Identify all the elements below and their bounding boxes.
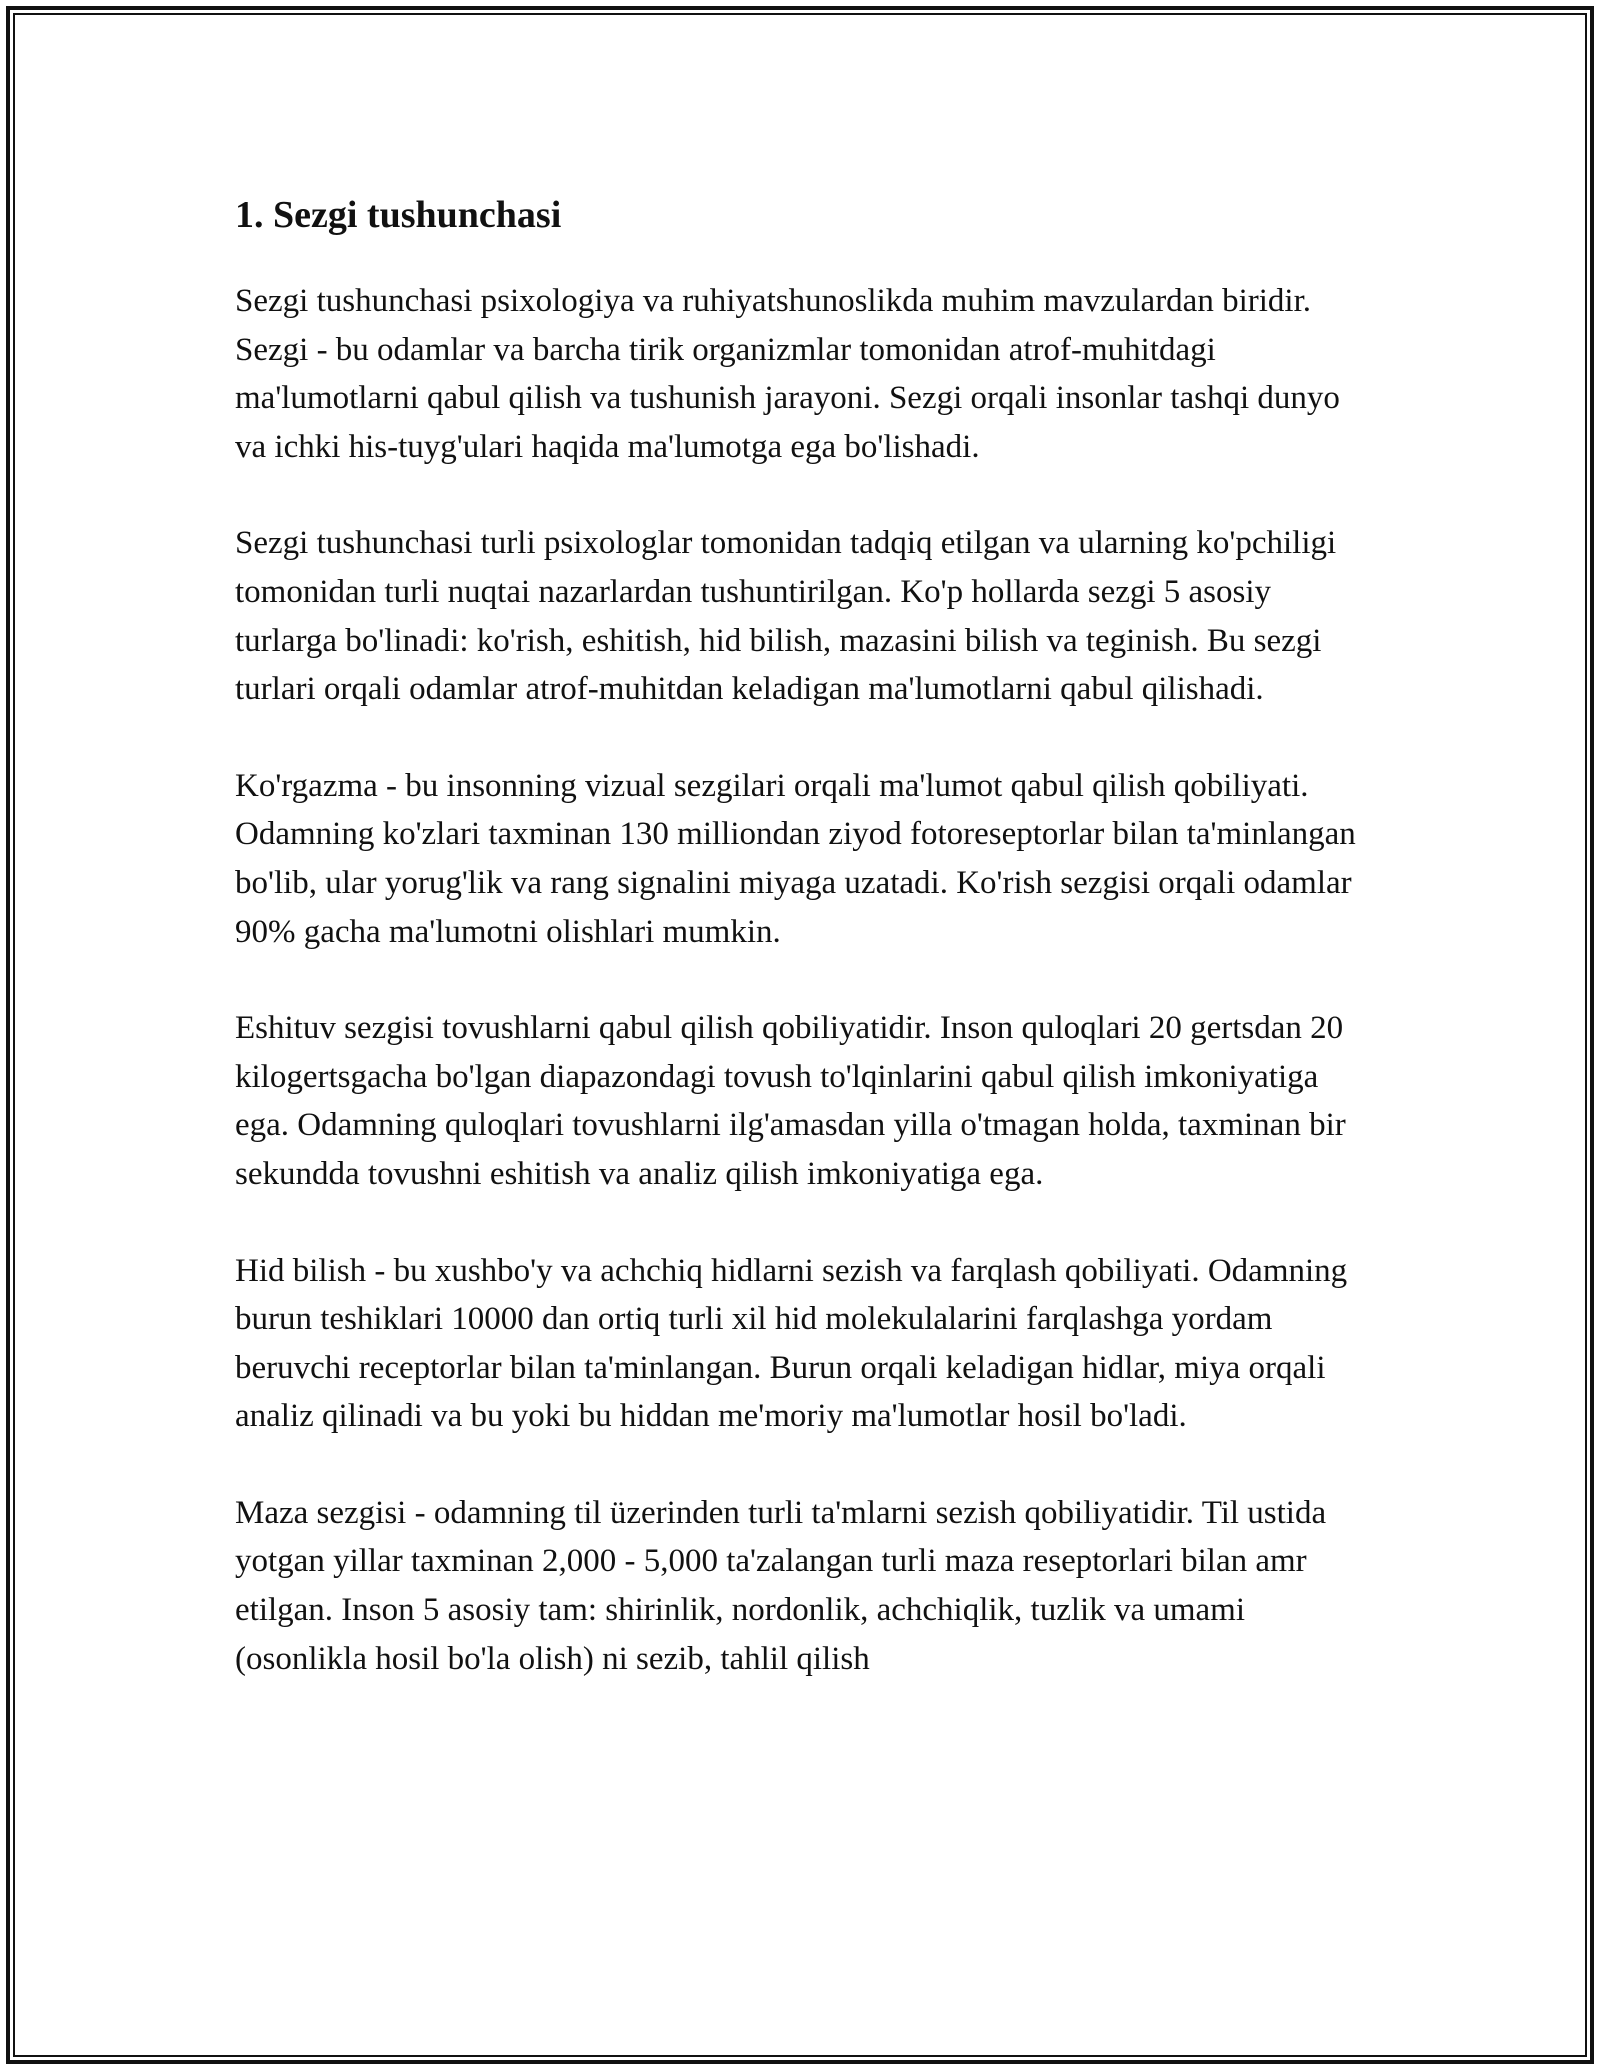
paragraph-vision: Ko'rgazma - bu insonning vizual sezgilari orqali ma'lumot qabul qilish qobiliyati. Odamning ko'zlari taxminan 130 milliondan ziyod fotoreseptorlar bilan ta'minlangan bo'lib, ular yorug'lik va rang signalini miyaga uzatadi. Ko'rish sezgisi orqali odamlar 90% gacha ma'lumotni olishlari mumkin. xyxy=(235,767,1356,950)
paragraph-taste: Maza sezgisi - odamning til üzerinden turli ta'mlarni sezish qobiliyatidir. Til ustida yotgan yillar taxminan 2,000 - 5,000 ta'zalangan turli maza reseptorlari bilan amr etilgan. Inson 5 asosiy tam: shirinlik, nordonlik, achchiqlik, tuzlik va umami (osonlikla hosil bo'la olish) ni sezib, tahlil qilish xyxy=(235,1494,1327,1677)
paragraph-intro: Sezgi tushunchasi psixologiya va ruhiyatshunoslikda muhim mavzulardan biridir. Sezgi - bu odamlar va barcha tirik organizmlar tomonidan atrof-muhitdagi ma'lumotlarni qabul qilish va tushunish jarayoni. Sezgi orqali insonlar tashqi dunyo va ichki his-tuyg'ulari haqida ma'lumotga ega bo'lishadi. xyxy=(235,283,1340,465)
paragraph-smell: Hid bilish - bu xushbo'y va achchiq hidlarni sezish va farqlash qobiliyati. Odamning burun teshiklari 10000 dan ortiq turli xil hid molekulalarini farqlashga yordam beruvchi receptorlar bilan ta'minlangan. Burun orqali keladigan hidlar, miya orqali analiz qilinadi va bu yoki bu hiddan me'moriy ma'lumotlar hosil bo'ladi. xyxy=(235,1252,1348,1435)
section-title: 1. Sezgi tushunchasi xyxy=(235,194,562,236)
paragraph-hearing: Eshituv sezgisi tovushlarni qabul qilish qobiliyatidir. Inson quloqlari 20 gertsdan 20 kilogertsgacha bo'lgan diapazondagi tovush to'lqinlarini qabul qilish imkoniyatiga ega. Odamning quloqlari tovushlarni ilg'amasdan yilla o'tmagan holda, taxminan bir sekundda tovushni eshitish va analiz qilish imkoniyatiga ega. xyxy=(235,1010,1346,1192)
document-page xyxy=(235,185,1375,1731)
paragraph-types: Sezgi tushunchasi turli psixologlar tomonidan tadqiq etilgan va ularning ko'pchiligi tomonidan turli nuqtai nazarlardan tushuntirilgan. Ko'p hollarda sezgi 5 asosiy turlarga bo'linadi: ko'rish, eshitish, hid bilish, mazasini bilish va teginish. Bu sezgi turlari orqali odamlar atrof-muhitdan keladigan ma'lumotlarni qabul qilishadi. xyxy=(235,525,1337,708)
